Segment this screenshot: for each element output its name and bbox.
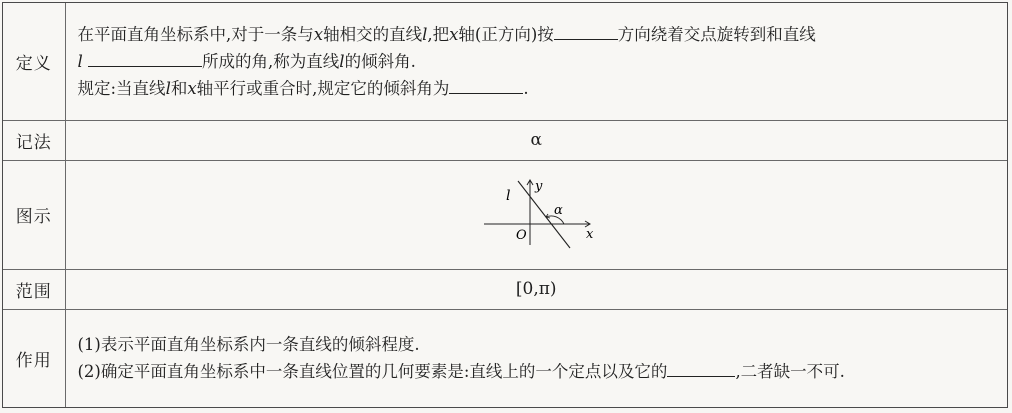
row-label-notation: 记法 xyxy=(3,120,65,160)
text-segment: (2)确定平面直角坐标系中一条直线位置的几何要素是:直线上的一个定点以及它的 xyxy=(77,362,668,382)
fill-blank-angle-side[interactable] xyxy=(88,50,202,67)
row-notation xyxy=(3,120,1007,160)
text-segment: 在平面直角坐标系中,对于一条与 xyxy=(77,24,314,44)
var-l: l xyxy=(339,51,345,71)
text-segment: . xyxy=(523,78,529,98)
label-x: x xyxy=(586,226,594,242)
label-l: l xyxy=(506,187,511,204)
row-range xyxy=(3,269,1007,309)
label-origin: O xyxy=(516,227,527,243)
definition-line-2 xyxy=(78,48,996,75)
var-x: x xyxy=(313,24,324,44)
figure-cell xyxy=(65,160,1007,269)
row-label-figure: 图示 xyxy=(3,160,65,269)
row-label-definition: 定义 xyxy=(3,3,65,120)
text-segment: 轴相交的直线 xyxy=(323,24,423,44)
purpose-item-1: (1)表示平面直角坐标系内一条直线的倾斜程度. xyxy=(77,335,420,355)
fill-blank-direction-element[interactable] xyxy=(667,360,735,377)
notation-value: α xyxy=(65,120,1007,160)
text-segment: 和 xyxy=(170,78,188,98)
text-segment: 轴(正方向)按 xyxy=(458,24,554,44)
range-value: [0,π) xyxy=(65,269,1007,309)
purpose-content xyxy=(65,309,1007,407)
text-segment: ,二者缺一不可. xyxy=(735,362,845,382)
row-definition xyxy=(3,3,1007,120)
definition-content xyxy=(65,3,1007,120)
text-segment: 规定:当直线 xyxy=(77,78,166,98)
label-alpha: α xyxy=(554,202,564,218)
var-l: l xyxy=(422,24,428,44)
inclination-angle-table xyxy=(3,3,1007,407)
fill-blank-zero-angle[interactable] xyxy=(449,77,523,94)
var-l: l xyxy=(165,78,171,98)
var-x: x xyxy=(449,24,459,44)
definition-line-3 xyxy=(78,75,996,102)
fill-blank-direction[interactable] xyxy=(554,23,618,40)
text-segment: 轴平行或重合时,规定它的倾斜角为 xyxy=(196,78,450,98)
row-figure xyxy=(3,160,1007,269)
purpose-item-2 xyxy=(78,358,996,385)
inclination-diagram xyxy=(466,175,606,255)
label-y: y xyxy=(535,178,543,194)
row-label-range: 范围 xyxy=(3,269,65,309)
text-segment: 的倾斜角. xyxy=(344,51,416,71)
row-label-purpose: 作用 xyxy=(3,309,65,407)
var-x: x xyxy=(187,78,197,98)
text-segment: 所成的角,称为直线 xyxy=(202,51,340,71)
row-purpose xyxy=(3,309,1007,407)
definition-line-1 xyxy=(78,21,996,48)
text-segment: ,把 xyxy=(427,24,450,44)
definition-table-container xyxy=(2,2,1008,408)
text-segment: 方向绕着交点旋转到和直线 xyxy=(617,24,816,44)
var-l: l xyxy=(77,51,83,71)
